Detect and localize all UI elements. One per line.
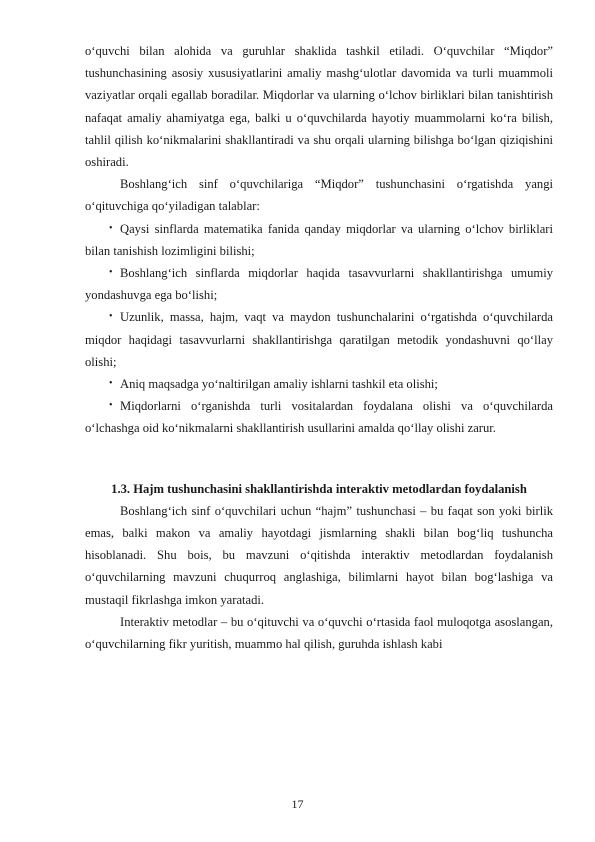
bullet-icon: • xyxy=(109,222,113,234)
bullet-icon: • xyxy=(109,311,113,323)
list-item xyxy=(85,395,553,439)
paragraph-volume-concept: Boshlang‘ich sinf o‘quvchilari uchun “hajm” tushunchasi – bu faqat son yoki birlik emas, balki makon va amaliy hayotdagi jismlarning shakli bilan bog‘liq tushuncha hisoblanadi. Shu bois, bu mavzuni o‘qitishda interaktiv metodlardan foydalanish o‘quvchilarning mavzuni chuqurroq anglashiga, bilimlarni hayot bilan bog‘lashiga va mustaqil fikrlashga imkon yaratadi. xyxy=(85,503,553,607)
paragraph-interactive-methods: Interaktiv metodlar – bu o‘qituvchi va o‘quvchi o‘rtasida faol muloqotga asoslangan, o‘quvchilarning fikr yuritish, muammo hal qilish, guruhda ishlash kabi xyxy=(85,614,553,652)
paragraph-requirements-intro: Boshlang‘ich sinf o‘quvchilariga “Miqdor” tushunchasini o‘rgatishda yangi o‘qituvchiga qo‘yiladigan talablar: xyxy=(85,177,553,214)
list-item-text: Miqdorlarni o‘rganishda turli vositalardan foydalana olishi va o‘quvchilarda o‘lchashga oid ko‘nikmalarni shakllantirish usullarini amalda qo‘llay olishi zarur. xyxy=(85,399,553,436)
list-item-text: Aniq maqsadga yo‘naltirilgan amaliy ishlarni tashkil eta olishi; xyxy=(120,377,438,392)
bullet-icon: • xyxy=(109,378,113,390)
requirements-list xyxy=(85,218,553,440)
page-number: 17 xyxy=(291,797,304,811)
list-item-text: Uzunlik, massa, hajm, vaqt va maydon tushunchalarini o‘rgatishda o‘quvchilarda miqdor haqidagi tasavvurlarni shakllantirishga qaratilgan metodik yondashuvni qo‘llay olishi; xyxy=(85,310,553,369)
list-item-text: Qaysi sinflarda matematika fanida qanday miqdorlar va ularning o‘lchov birliklari bilan tanishish lozimligini bilishi; xyxy=(85,221,553,258)
bullet-icon: • xyxy=(109,267,113,279)
list-item xyxy=(85,262,553,306)
list-item xyxy=(85,373,553,395)
section-heading: 1.3. Hajm tushunchasini shakllantirishda interaktiv metodlardan foydalanish xyxy=(111,481,527,496)
bullet-icon: • xyxy=(109,400,113,412)
list-item xyxy=(85,306,553,373)
list-item xyxy=(85,218,553,262)
paragraph-continuation: o‘quvchi bilan alohida va guruhlar shaklida tashkil etiladi. O‘quvchilar “Miqdor” tushunchasining asosiy xususiyatlarini amaliy mashg‘ulotlar davomida va turli muammoli vaziyatlar orqali egallab boradilar. Miqdorlar va ularning o‘lchov birliklari bilan tanishtirish nafaqat amaliy ahamiyatga ega, balki u o‘quvchilarda hayotiy muammolarni ko‘ra bilish, tahlil qilish ko‘nikmalarini shakllantiradi va shu orqali ularning bilishga bo‘lgan qiziqishini oshiradi. xyxy=(85,44,553,170)
list-item-text: Boshlang‘ich sinflarda miqdorlar haqida tasavvurlarni shakllantirishga umumiy yondashuvga ega bo‘lishi; xyxy=(85,266,553,303)
page-content xyxy=(85,40,553,655)
